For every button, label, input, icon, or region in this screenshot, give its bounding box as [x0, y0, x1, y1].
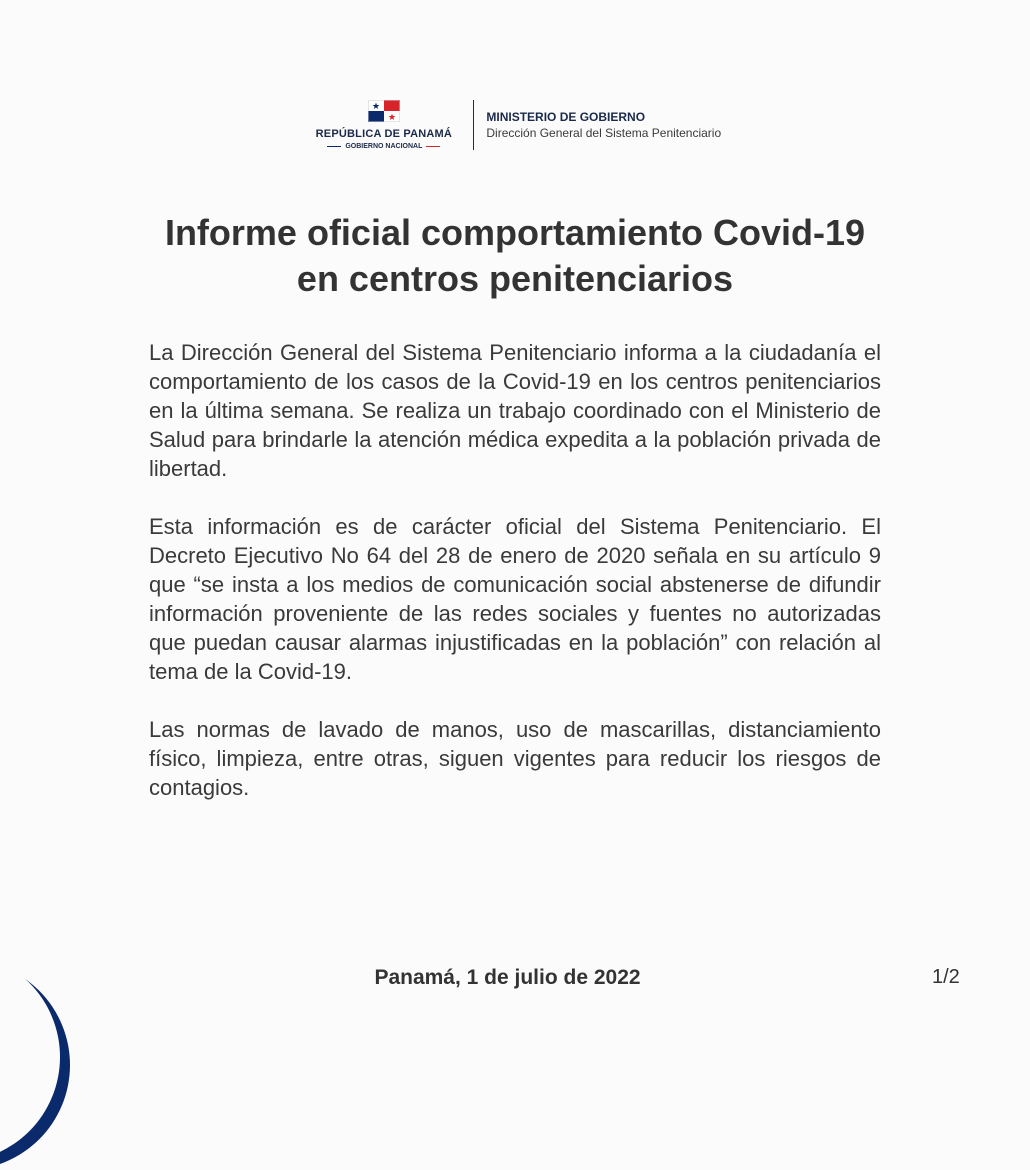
publication-date: Panamá, 1 de julio de 2022 [374, 966, 641, 989]
country-name: REPÚBLICA DE PANAMÁ [315, 128, 453, 140]
page-title [0, 210, 1030, 302]
body-paragraph: Esta información es de carácter oficial del Sistema Penitenciario. El Decreto Ejecutivo No 64 del 28 de enero de 2020 señala en su artículo 9 que “se insta a los medios de comunicación social abstenerse de difundir información proveniente de las redes sociales y fuentes no autorizadas que puedan causar alarmas injustificadas en la población” con relación al tema de la Covid-19. [149, 514, 881, 684]
ministry-name: MINISTERIO DE GOBIERNO [486, 110, 646, 124]
body-paragraph: Las normas de lavado de manos, uso de mascarillas, distanciamiento físico, limpieza, entre otras, siguen vigentes para reducir los riesgos de contagios. [149, 717, 881, 800]
body-paragraph: La Dirección General del Sistema Penitenciario informa a la ciudadanía el comportamiento de los casos de la Covid-19 en los centros penitenciarios en la última semana. Se realiza un trabajo coordinado con el Ministerio de Salud para brindarle la atención médica expedita a la población privada de libertad. [149, 340, 881, 481]
ministry-logo [486, 110, 721, 140]
directorate-name: Dirección General del Sistema Penitenciario [486, 126, 722, 140]
page-number: 1/2 [932, 966, 960, 988]
decorative-line [327, 146, 341, 148]
body-text [149, 338, 881, 831]
header-divider [473, 100, 475, 150]
header-logos [0, 100, 1030, 150]
panama-flag-icon [368, 100, 400, 122]
title-line-1: Informe oficial comportamiento Covid-19 [164, 212, 866, 253]
title-line-2: en centros penitenciarios [296, 258, 734, 299]
decorative-line [426, 146, 440, 148]
republic-logo [309, 100, 459, 150]
government-label-row [327, 143, 440, 150]
government-label: GOBIERNO NACIONAL [345, 143, 423, 150]
